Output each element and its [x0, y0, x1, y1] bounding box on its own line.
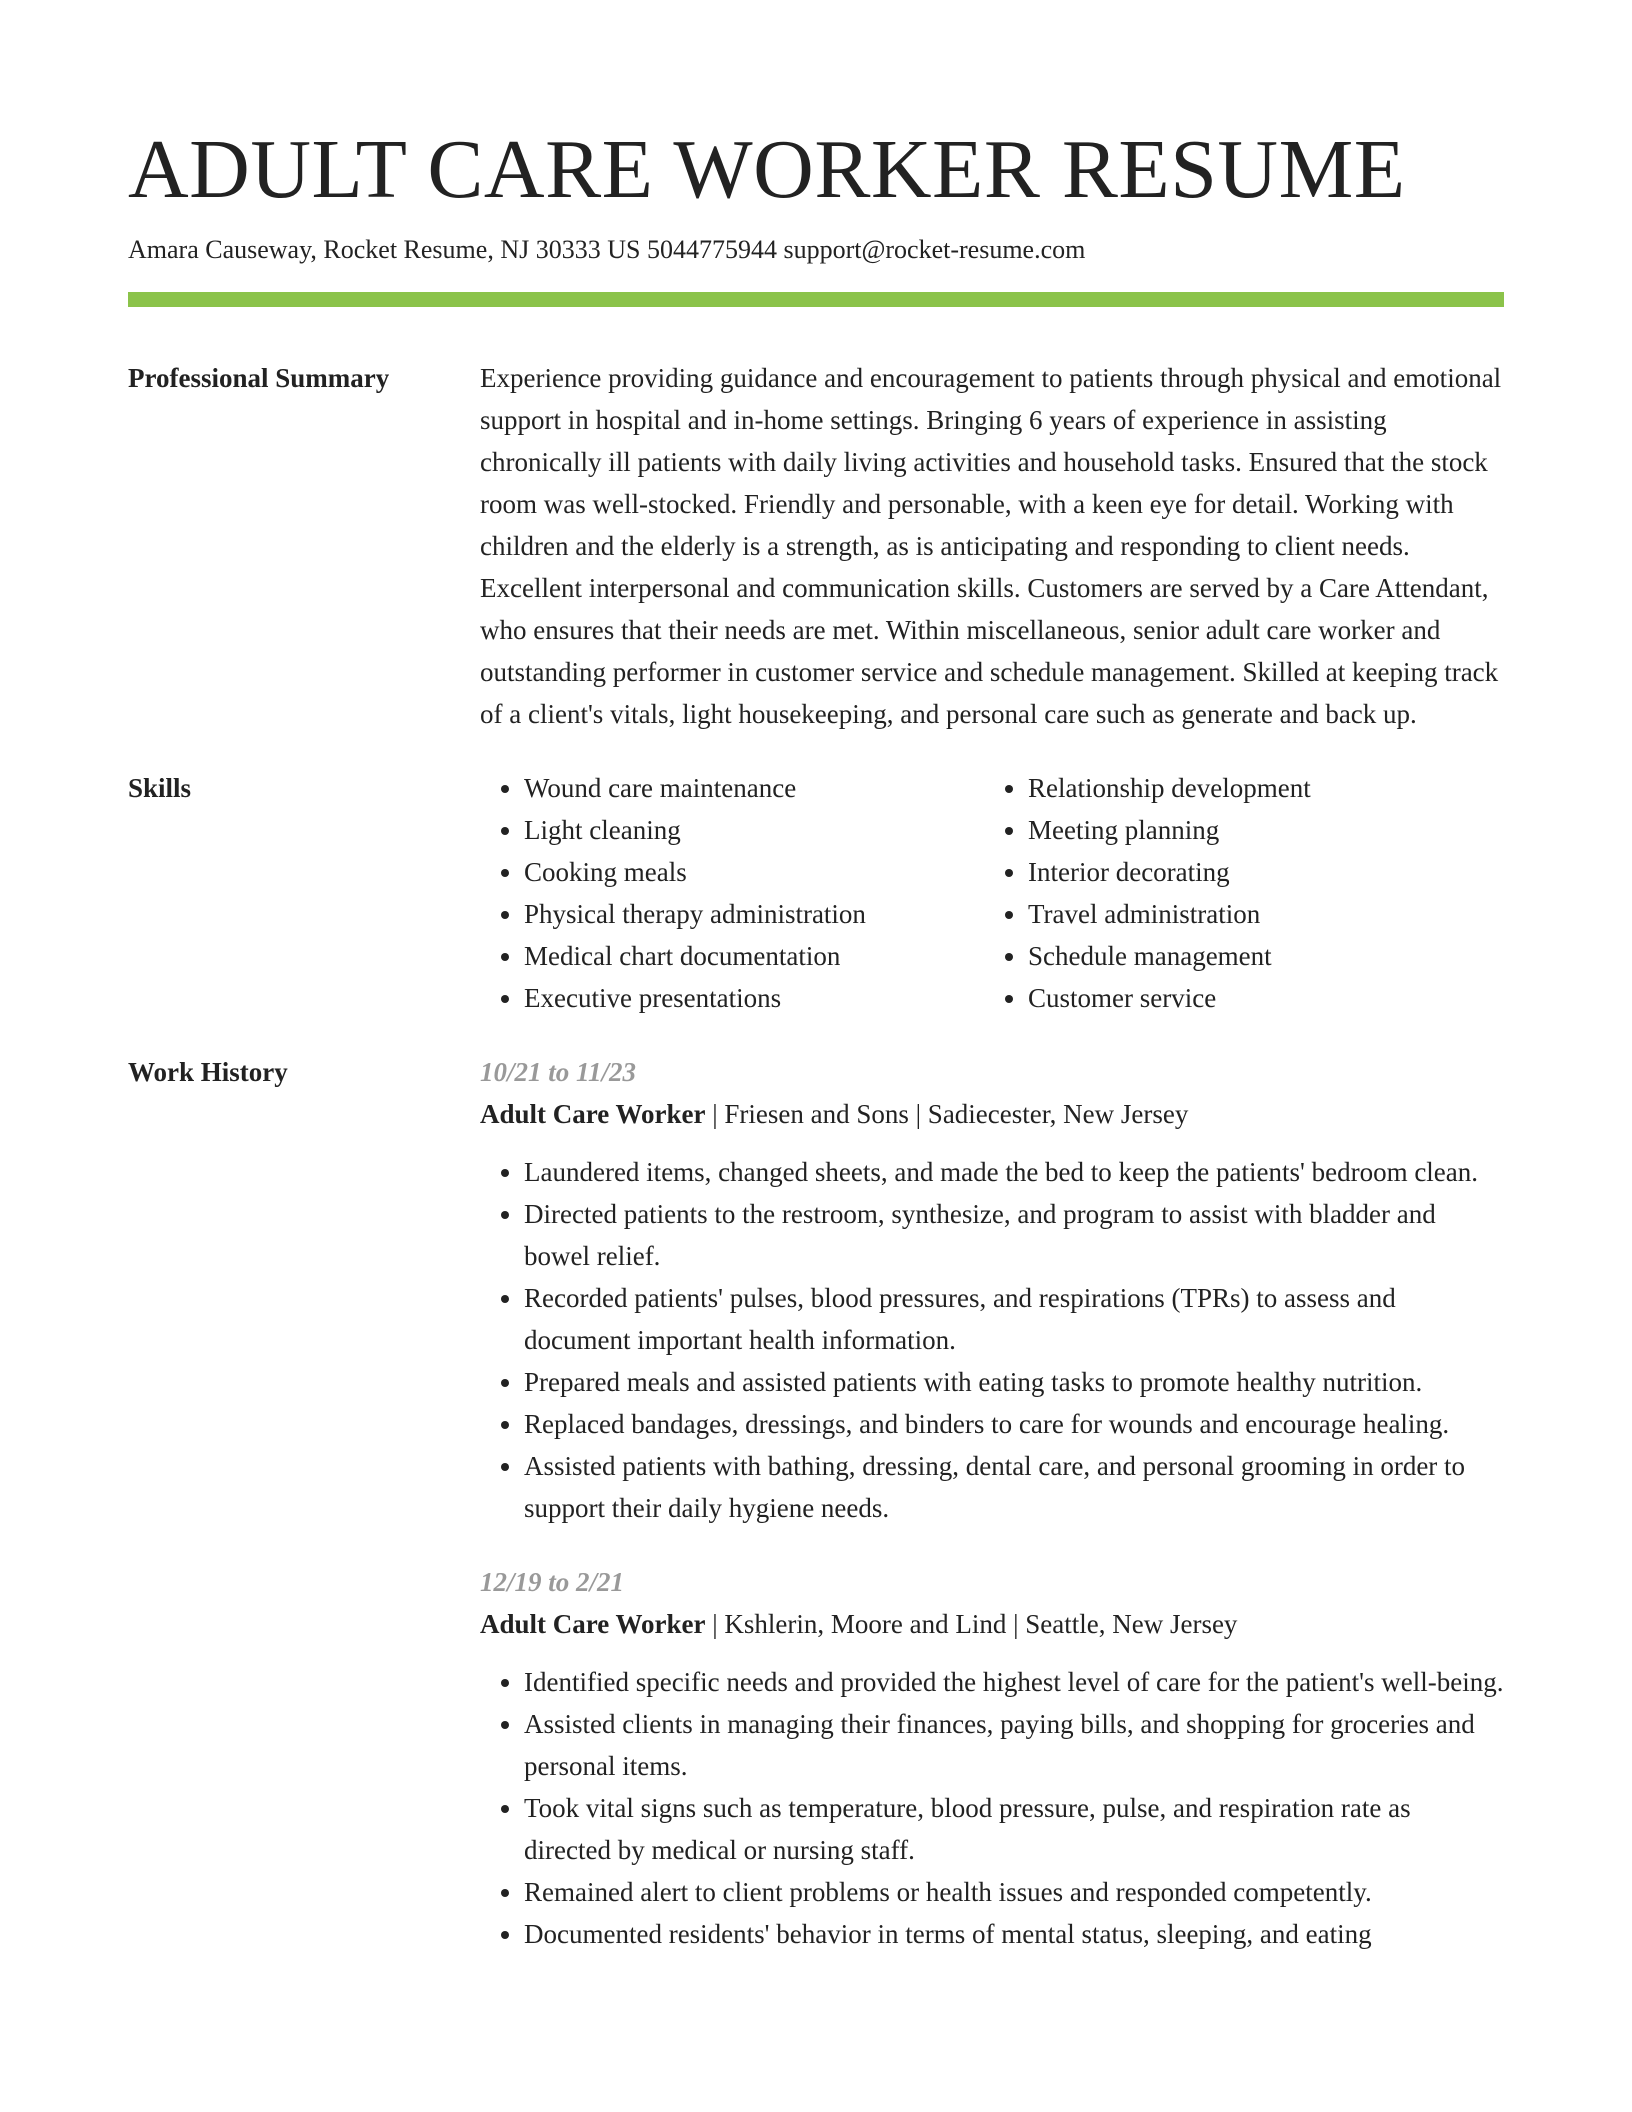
skill-item: • Executive presentations — [524, 977, 984, 1019]
skill-item: • Wound care maintenance — [524, 767, 984, 809]
contact-email: support@rocket-resume.com — [783, 235, 1086, 264]
job-bullet: • Prepared meals and assisted patients with eating tasks to promote healthy nutrition. — [524, 1361, 1504, 1403]
job-bullet: • Took vital signs such as temperature, blood pressure, pulse, and respiration rate as directed by medical or nursing staff. — [524, 1787, 1504, 1871]
professional-summary-section — [128, 357, 1504, 735]
job-title: Adult Care Worker — [480, 1609, 706, 1639]
job-heading — [480, 1603, 1504, 1645]
job-entry — [480, 1561, 1504, 1955]
skill-item: • Schedule management — [1028, 935, 1488, 977]
job-entry — [480, 1051, 1504, 1529]
contact-location: Rocket Resume, NJ 30333 US — [323, 235, 647, 264]
job-bullet: • Directed patients to the restroom, synthesize, and program to assist with bladder and bowel relief. — [524, 1193, 1504, 1277]
job-bullet: • Remained alert to client problems or health issues and responded competently. — [524, 1871, 1504, 1913]
job-bullet: • Documented residents' behavior in terms of mental status, sleeping, and eating — [524, 1913, 1504, 1955]
contact-phone: 5044775944 — [646, 235, 784, 264]
job-bullet: • Laundered items, changed sheets, and made the bed to keep the patients' bedroom clean. — [524, 1151, 1504, 1193]
section-label-skills: Skills — [128, 773, 192, 803]
job-bullet: • Assisted patients with bathing, dressing, dental care, and personal grooming in order to support their daily hygiene needs. — [524, 1445, 1504, 1529]
job-details: | Friesen and Sons | Sadiecester, New Jersey — [705, 1099, 1189, 1129]
skills-section — [128, 767, 1504, 1019]
skill-item: • Meeting planning — [1028, 809, 1488, 851]
job-title: Adult Care Worker — [480, 1099, 706, 1129]
skill-item: • Relationship development — [1028, 767, 1488, 809]
skill-item: • Customer service — [1028, 977, 1488, 1019]
job-bullets — [480, 1661, 1504, 1955]
job-dates: 12/19 to 2/21 — [480, 1567, 625, 1597]
contact-name: Amara Causeway, — [128, 235, 324, 264]
job-dates: 10/21 to 11/23 — [480, 1057, 637, 1087]
section-label-work: Work History — [128, 1057, 288, 1087]
skill-item: • Travel administration — [1028, 893, 1488, 935]
job-bullet: • Assisted clients in managing their finances, paying bills, and shopping for groceries and personal items. — [524, 1703, 1504, 1787]
skills-list-right — [984, 767, 1488, 1019]
job-heading — [480, 1093, 1504, 1135]
job-bullet: • Replaced bandages, dressings, and binders to care for wounds and encourage healing. — [524, 1403, 1504, 1445]
header-divider — [128, 292, 1504, 307]
job-bullet: • Recorded patients' pulses, blood pressures, and respirations (TPRs) to assess and document important health information. — [524, 1277, 1504, 1361]
section-label-summary: Professional Summary — [128, 363, 390, 393]
work-history-section — [128, 1051, 1504, 1955]
skill-item: • Physical therapy administration — [524, 893, 984, 935]
skill-item: • Light cleaning — [524, 809, 984, 851]
skill-item: • Cooking meals — [524, 851, 984, 893]
page-title: ADULT CARE WORKER RESUME — [128, 123, 1406, 216]
skill-item: • Medical chart documentation — [524, 935, 984, 977]
job-bullet: • Identified specific needs and provided the highest level of care for the patient's well-being. — [524, 1661, 1504, 1703]
skill-item: • Interior decorating — [1028, 851, 1488, 893]
summary-text: Experience providing guidance and encouragement to patients through physical and emotional support in hospital and in-home settings. Bringing 6 years of experience in assisting chronically ill patients with daily living activities and household tasks. Ensured that the stock room was well-stocked. Friendly and personable, with a keen eye for detail. Working with children and the elderly is a strength, as is anticipating and responding to client needs. Excellent interpersonal and communication skills. Customers are served by a Care Attendant, who ensures that their needs are met. Within miscellaneous, senior adult care worker and outstanding performer in customer service and schedule management. Skilled at keeping track of a client's vitals, light housekeeping, and personal care such as generate and back up. — [480, 363, 1502, 729]
skills-list-left — [480, 767, 984, 1019]
contact-line — [128, 232, 1504, 268]
job-details: | Kshlerin, Moore and Lind | Seattle, New Jersey — [705, 1609, 1238, 1639]
job-bullets — [480, 1151, 1504, 1529]
